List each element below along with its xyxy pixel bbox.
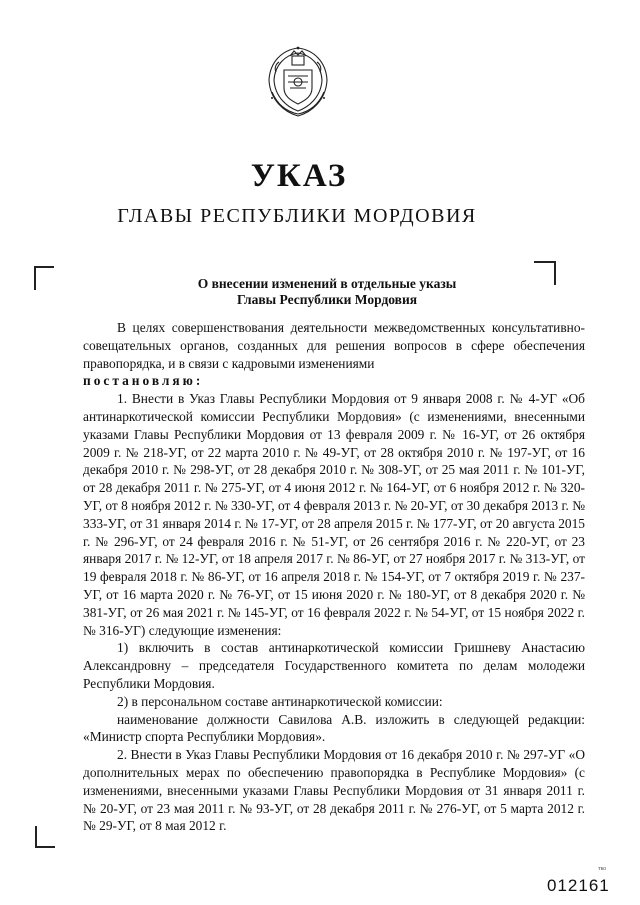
corner-mark-bottom-left [35, 826, 55, 848]
heading-line-2: Главы Республики Мордовия [236, 292, 418, 307]
item-1-sub-2: 2) в персональном составе антинаркотической комиссии: [117, 693, 443, 709]
item-2-paragraph: 2. Внести в Указ Главы Республики Мордовия от 16 декабря 2010 г. № 297-УГ «О дополнительных мерах по обеспечению правопорядка в Республике Мордовия» (с изменениями, внесенными указами Главы Республики Мордовия от 31 января 2011 г. № 20-УГ, от 23 мая 2011 г. № 93-УГ, от 28 декабря 2011 г. № 276-УГ, от 5 марта 2012 г. № 29-УГ, от 8 мая 2012 г. [83, 747, 585, 834]
item-1-sub-1: 1) включить в состав антинаркотической комиссии Гришневу Анастасию Александровну – председателя Государственного комитета по делам молодежи Республики Мордовия. [83, 640, 585, 691]
heading-line-1: О внесении изменений в отдельные указы [197, 276, 457, 291]
item-1-paragraph: 1. Внести в Указ Главы Республики Мордовия от 9 января 2008 г. № 4-УГ «Об антинаркотической комиссии Республики Мордовия» (с изменениями, внесенными указами Главы Республики Мордовия от 13 февраля 2009 г. № 16-УГ, от 26 октября 2009 г. № 218-УГ, от 22 марта 2010 г. № 49-УГ, от 28 октября 2010 г. № 197-УГ, от 16 декабря 2010 г. № 298-УГ, от 28 декабря 2010 г. № 308-УГ, от 25 мая 2011 г. № 101-УГ, от 28 декабря 2011 г. № 275-УГ, от 4 июня 2012 г. № 164-УГ, от 6 ноября 2012 г. № 320-УГ, от 8 ноября 2012 г. № 330-УГ, от 4 февраля 2013 г. № 20-УГ, от 30 декабря 2013 г. № 333-УГ, от 31 января 2014 г. № 17-УГ, от 28 апреля 2015 г. № 177-УГ, от 20 августа 2015 г. № 296-УГ, от 24 февраля 2016 г. № 51-УГ, от 26 сентября 2016 г. № 220-УГ, от 23 января 2017 г. № 12-УГ, от 18 апреля 2017 г. № 86-УГ, от 27 ноября 2017 г. № 313-УГ, от 19 февраля 2018 г. № 86-УГ, от 16 апреля 2018 г. № 154-УГ, от 7 октября 2019 г. № 237-УГ, от 16 марта 2020 г. № 76-УГ, от 15 июня 2020 г. № 180-УГ, от 8 декабря 2020 г. № 381-УГ, от 26 мая 2021 г. № 145-УГ, от 16 февраля 2022 г. № 54-УГ, от 15 ноября 2022 г. № 316-УГ) следующие изменения: [83, 391, 585, 638]
issuer-subtitle: ГЛАВЫ РЕСПУБЛИКИ МОРДОВИЯ [117, 205, 477, 227]
decree-heading [0, 276, 640, 308]
decree-title: УКАЗ [250, 158, 348, 194]
decree-body [83, 319, 585, 835]
coat-of-arms-emblem [260, 42, 336, 120]
preamble-paragraph: В целях совершенствования деятельности межведомственных консультативно-совещательных органов, созданных для решения вопросов в сфере обеспечения правопорядка, и в связи с кадровыми изменениями [83, 320, 585, 371]
decree-word-text: постановляю: [83, 373, 204, 389]
decree-word [83, 372, 585, 390]
serial-number: 012161 [547, 876, 610, 895]
item-1-sub-2-text: наименование должности Савилова А.В. изложить в следующей редакции: «Министр спорта Республики Мордовия». [83, 711, 585, 745]
small-stamp-mark: тко [598, 866, 607, 872]
